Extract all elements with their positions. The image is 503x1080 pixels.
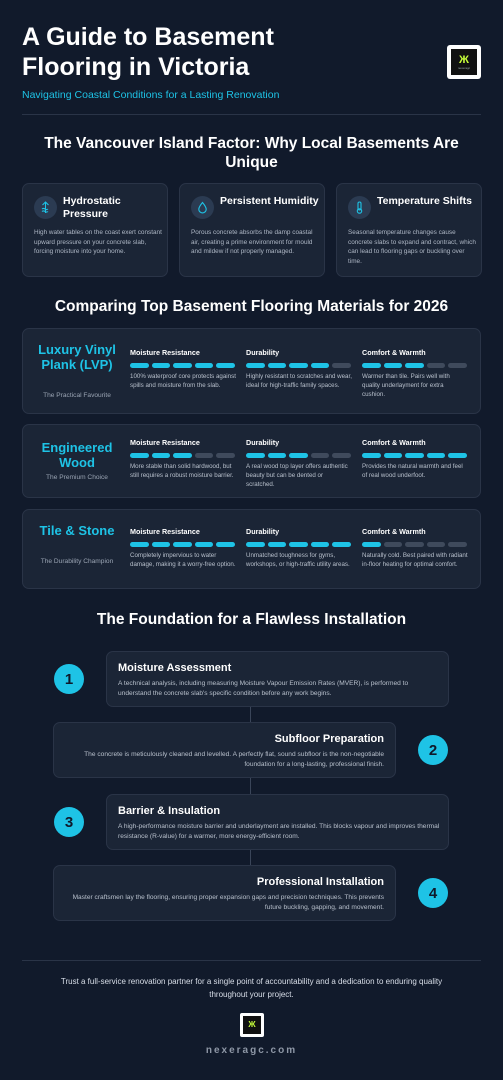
rating-segment-filled	[427, 453, 446, 458]
factor-card-hydrostatic	[22, 183, 168, 277]
factor-title: Hydrostatic Pressure	[63, 195, 121, 220]
divider	[22, 960, 481, 961]
moisture-text: 100% waterproof core protects against spills and moisture from the slab.	[130, 373, 236, 389]
moisture-column	[130, 527, 236, 570]
step-title: Professional Installation	[256, 876, 384, 888]
rating-segment-filled	[173, 542, 192, 547]
rating-bars	[130, 363, 236, 368]
rating-segment-filled	[130, 542, 149, 547]
moisture-label: Moisture Resistance	[130, 438, 200, 447]
step-title: Barrier & Insulation	[118, 805, 221, 817]
rating-segment-empty	[448, 542, 467, 547]
durability-label: Durability	[246, 438, 280, 447]
rating-segment-filled	[246, 363, 265, 368]
rating-segment-empty	[332, 453, 351, 458]
step-number-badge: 1	[54, 664, 84, 694]
rating-segment-filled	[195, 542, 214, 547]
thermometer-icon	[348, 196, 371, 219]
step-title: Moisture Assessment	[118, 662, 232, 674]
step-card-professional-installation	[53, 865, 396, 921]
rating-segment-filled	[216, 363, 235, 368]
comfort-label: Comfort & Warmth	[362, 438, 426, 447]
moisture-text: More stable than solid hardwood, but still requires a robust moisture barrier.	[130, 463, 234, 479]
factor-card-humidity	[179, 183, 325, 277]
rating-segment-filled	[152, 363, 171, 368]
divider	[22, 114, 481, 115]
rating-segment-filled	[448, 453, 467, 458]
rating-segment-empty	[427, 542, 446, 547]
factor-title: Temperature Shifts	[377, 195, 472, 207]
brand-logo: Ж nexeragc	[447, 45, 481, 79]
step-number-badge: 2	[418, 735, 448, 765]
rating-bars	[246, 542, 352, 547]
step-card-moisture-assessment	[106, 651, 449, 707]
comfort-label: Comfort & Warmth	[362, 348, 426, 357]
comfort-text: Naturally cold. Best paired with radiant in-floor heating for optimal comfort.	[362, 552, 468, 568]
material-card-lvp	[22, 328, 481, 414]
step-number-badge: 4	[418, 878, 448, 908]
moisture-text: Completely impervious to water damage, making it a worry-free option.	[130, 552, 236, 568]
rating-segment-filled	[246, 542, 265, 547]
comfort-text: Warmer than tile. Pairs well with quality underlayment for extra cushion.	[362, 373, 450, 398]
rating-segment-filled	[173, 363, 192, 368]
material-card-engineered-wood	[22, 424, 481, 498]
comfort-text: Provides the natural warmth and feel of real wood underfoot.	[362, 463, 463, 479]
moisture-label: Moisture Resistance	[130, 348, 200, 357]
rating-segment-filled	[362, 542, 381, 547]
rating-segment-empty	[384, 542, 403, 547]
comfort-column	[362, 348, 468, 399]
footer-url[interactable]: nexeragc.com	[205, 1045, 298, 1056]
rating-segment-filled	[152, 453, 171, 458]
rating-segment-filled	[332, 542, 351, 547]
rating-segment-empty	[427, 363, 446, 368]
rating-bars	[362, 453, 468, 458]
rating-segment-empty	[448, 363, 467, 368]
moisture-column	[130, 348, 236, 391]
rating-segment-filled	[246, 453, 265, 458]
steps-title: The Foundation for a Flawless Installation	[96, 611, 407, 628]
materials-title: Comparing Top Basement Flooring Materials for 2026	[54, 298, 449, 315]
rating-segment-filled	[289, 363, 308, 368]
rating-segment-filled	[289, 453, 308, 458]
rating-segment-filled	[362, 363, 381, 368]
step-number-badge: 3	[54, 807, 84, 837]
durability-text: Unmatched toughness for gyms, workshops, or high-traffic utility areas.	[246, 552, 350, 568]
footer-text: Trust a full-service renovation partner for a single point of accountability and a dedication to enduring quality throughout your project.	[60, 977, 443, 999]
rating-segment-empty	[332, 363, 351, 368]
comfort-column	[362, 438, 468, 481]
rating-segment-filled	[268, 542, 287, 547]
step-text: The concrete is meticulously cleaned and levelled. A perfectly flat, sound subfloor is the non-negotiable foundation for a long-lasting, professional finish.	[84, 751, 384, 768]
moisture-label: Moisture Resistance	[130, 527, 200, 536]
water-drop-icon	[191, 196, 214, 219]
factor-card-temperature	[336, 183, 482, 277]
material-name: Engineered Wood	[41, 440, 113, 470]
factor-text: Porous concrete absorbs the damp coastal air, creating a prime environment for mould and mildew if not properly managed.	[191, 229, 313, 255]
rating-segment-filled	[311, 363, 330, 368]
step-card-barrier-insulation	[106, 794, 449, 850]
rating-segment-filled	[195, 363, 214, 368]
rating-segment-filled	[289, 542, 308, 547]
rating-bars	[246, 363, 352, 368]
durability-label: Durability	[246, 527, 280, 536]
material-tag: The Durability Champion	[40, 558, 114, 565]
durability-column	[246, 348, 352, 391]
rating-segment-filled	[362, 453, 381, 458]
factors-title: The Vancouver Island Factor: Why Local Basements Are Unique	[44, 135, 459, 171]
rating-segment-empty	[311, 453, 330, 458]
material-card-tile-stone	[22, 509, 481, 589]
rating-segment-filled	[130, 363, 149, 368]
rating-segment-filled	[384, 363, 403, 368]
rating-segment-empty	[195, 453, 214, 458]
rating-segment-filled	[384, 453, 403, 458]
step-text: A technical analysis, including measuring Moisture Vapour Emission Rates (MVER), is performed to understand the concrete slab's specific condition before any work begins.	[118, 680, 409, 697]
material-name: Tile & Stone	[39, 523, 115, 538]
rating-segment-filled	[268, 453, 287, 458]
rating-segment-filled	[268, 363, 287, 368]
rating-segment-filled	[152, 542, 171, 547]
rating-segment-filled	[405, 363, 424, 368]
material-tag: The Practical Favourite	[43, 392, 111, 399]
factor-text: Seasonal temperature changes cause concrete slabs to expand and contract, which can lead to flooring gaps or buckling over time.	[348, 229, 476, 265]
rating-segment-filled	[130, 453, 149, 458]
durability-column	[246, 438, 352, 489]
step-text: Master craftsmen lay the flooring, ensuring proper expansion gaps and precision techniques. This prevents future buckling, gapping, and movement.	[72, 894, 384, 911]
rating-bars	[362, 542, 468, 547]
durability-label: Durability	[246, 348, 280, 357]
rating-segment-empty	[405, 542, 424, 547]
durability-text: Highly resistant to scratches and wear, ideal for high-traffic family spaces.	[246, 373, 352, 389]
rating-segment-filled	[216, 542, 235, 547]
step-card-subfloor-preparation	[53, 722, 396, 778]
footer-logo: Ж	[240, 1013, 264, 1037]
page-title: A Guide to Basement Flooring in Victoria	[22, 23, 274, 81]
rating-bars	[362, 363, 468, 368]
rating-segment-filled	[173, 453, 192, 458]
rating-bars	[130, 542, 236, 547]
rating-segment-filled	[405, 453, 424, 458]
factor-text: High water tables on the coast exert constant upward pressure on your concrete slab, forcing moisture into your home.	[34, 229, 162, 255]
comfort-label: Comfort & Warmth	[362, 527, 426, 536]
material-name: Luxury Vinyl Plank (LVP)	[38, 342, 116, 372]
durability-column	[246, 527, 352, 570]
page-subtitle: Navigating Coastal Conditions for a Lasting Renovation	[22, 89, 280, 101]
moisture-column	[130, 438, 236, 481]
rating-bars	[246, 453, 352, 458]
rating-segment-empty	[216, 453, 235, 458]
material-tag: The Premium Choice	[46, 474, 108, 481]
comfort-column	[362, 527, 468, 570]
water-pressure-icon	[34, 196, 57, 219]
durability-text: A real wood top layer offers authentic beauty but can be dented or scratched.	[246, 463, 348, 488]
step-text: A high-performance moisture barrier and underlayment are installed. This blocks vapour and improves thermal resistance (R-value) for a warmer, more energy-efficient room.	[118, 823, 440, 840]
factor-title: Persistent Humidity	[220, 195, 319, 207]
rating-bars	[130, 453, 236, 458]
step-title: Subfloor Preparation	[274, 733, 384, 745]
rating-segment-filled	[311, 542, 330, 547]
